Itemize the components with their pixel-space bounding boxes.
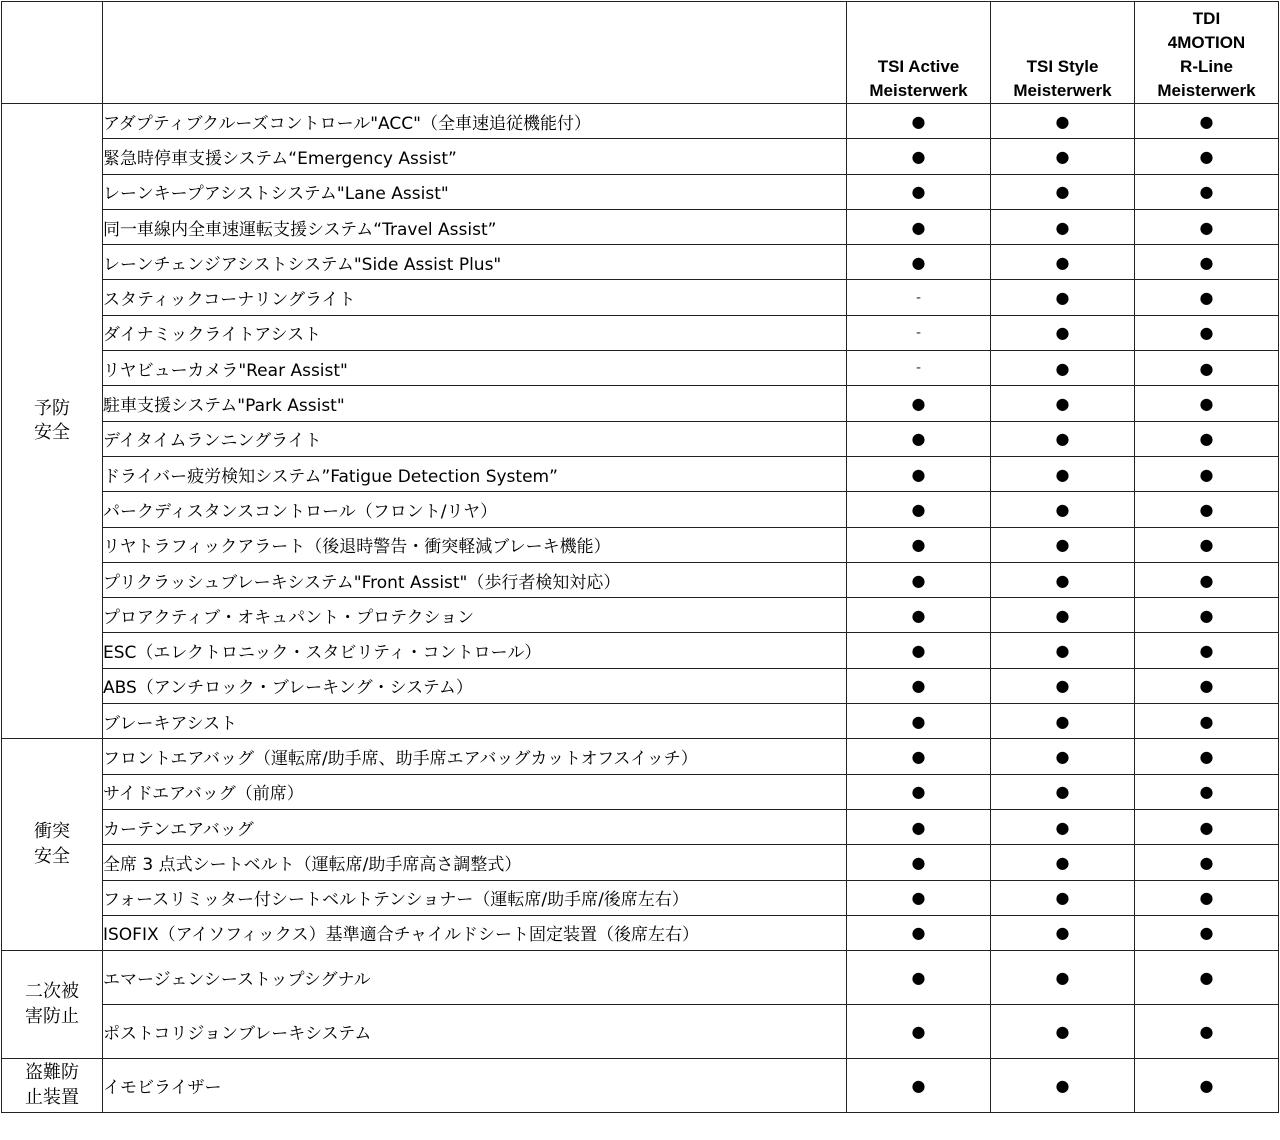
standard-equipment-mark: ● bbox=[991, 880, 1135, 915]
table-body bbox=[2, 2, 1279, 1113]
table-row bbox=[2, 245, 1279, 280]
standard-equipment-mark: ● bbox=[847, 245, 991, 280]
feature-name: イモビライザー bbox=[103, 1059, 847, 1113]
table-row bbox=[2, 386, 1279, 421]
table-row bbox=[2, 351, 1279, 386]
standard-equipment-mark: ● bbox=[1135, 704, 1279, 739]
feature-name: サイドエアバッグ（前席） bbox=[103, 774, 847, 809]
standard-equipment-mark: ● bbox=[1135, 915, 1279, 950]
standard-equipment-mark: ● bbox=[847, 174, 991, 209]
category-label-line: 衝突 bbox=[34, 821, 70, 843]
table-row bbox=[2, 174, 1279, 209]
grade-header-tdi-4motion bbox=[1135, 2, 1279, 104]
standard-equipment-mark: ● bbox=[991, 739, 1135, 774]
table-row bbox=[2, 598, 1279, 633]
table-row bbox=[2, 456, 1279, 491]
standard-equipment-mark: ● bbox=[847, 598, 991, 633]
category-label-line: 二次被 bbox=[25, 981, 79, 1003]
feature-name: リヤビューカメラ"Rear Assist" bbox=[103, 351, 847, 386]
category-label-line: 止装置 bbox=[25, 1086, 79, 1108]
standard-equipment-mark: ● bbox=[991, 492, 1135, 527]
standard-equipment-mark: ● bbox=[991, 809, 1135, 844]
table-row bbox=[2, 315, 1279, 350]
standard-equipment-mark: ● bbox=[847, 1005, 991, 1059]
standard-equipment-mark: ● bbox=[991, 704, 1135, 739]
feature-name: レーンチェンジアシストシステム"Side Assist Plus" bbox=[103, 245, 847, 280]
feature-name: デイタイムランニングライト bbox=[103, 421, 847, 456]
table-row bbox=[2, 774, 1279, 809]
standard-equipment-mark: ● bbox=[847, 527, 991, 562]
standard-equipment-mark: ● bbox=[991, 668, 1135, 703]
standard-equipment-mark: ● bbox=[1135, 456, 1279, 491]
table-row bbox=[2, 421, 1279, 456]
table-row bbox=[2, 527, 1279, 562]
table-row bbox=[2, 951, 1279, 1005]
feature-name: プロアクティブ・オキュパント・プロテクション bbox=[103, 598, 847, 633]
standard-equipment-mark: ● bbox=[847, 633, 991, 668]
standard-equipment-mark: ● bbox=[847, 704, 991, 739]
table-row bbox=[2, 104, 1279, 139]
standard-equipment-mark: ● bbox=[1135, 209, 1279, 244]
standard-equipment-mark: ● bbox=[847, 668, 991, 703]
standard-equipment-mark: ● bbox=[1135, 880, 1279, 915]
standard-equipment-mark: ● bbox=[1135, 845, 1279, 880]
standard-equipment-mark: ● bbox=[991, 633, 1135, 668]
table-row bbox=[2, 139, 1279, 174]
standard-equipment-mark: ● bbox=[847, 421, 991, 456]
standard-equipment-mark: ● bbox=[847, 774, 991, 809]
standard-equipment-mark: ● bbox=[1135, 527, 1279, 562]
standard-equipment-mark: ● bbox=[991, 1005, 1135, 1059]
header-blank-feature bbox=[103, 2, 847, 104]
standard-equipment-mark: ● bbox=[991, 845, 1135, 880]
standard-equipment-mark: ● bbox=[1135, 104, 1279, 139]
standard-equipment-mark: ● bbox=[847, 562, 991, 597]
feature-name: 同一車線内全車速運転支援システム“Travel Assist” bbox=[103, 209, 847, 244]
standard-equipment-mark: ● bbox=[847, 951, 991, 1005]
standard-equipment-mark: ● bbox=[991, 527, 1135, 562]
standard-equipment-mark: ● bbox=[847, 139, 991, 174]
standard-equipment-mark: ● bbox=[1135, 421, 1279, 456]
not-available-mark: - bbox=[847, 315, 991, 350]
grade-header-line: TDI bbox=[1192, 8, 1221, 28]
feature-name: フロントエアバッグ（運転席/助手席、助手席エアバッグカットオフスイッチ） bbox=[103, 739, 847, 774]
feature-name: リヤトラフィックアラート（後退時警告・衝突軽減ブレーキ機能） bbox=[103, 527, 847, 562]
standard-equipment-mark: ● bbox=[847, 209, 991, 244]
table-row bbox=[2, 915, 1279, 950]
table-row bbox=[2, 280, 1279, 315]
standard-equipment-mark: ● bbox=[991, 774, 1135, 809]
header-blank-category bbox=[2, 2, 103, 104]
feature-name: アダプティブクルーズコントロール"ACC"（全車速追従機能付） bbox=[103, 104, 847, 139]
standard-equipment-mark: ● bbox=[847, 845, 991, 880]
feature-name: エマージェンシーストップシグナル bbox=[103, 951, 847, 1005]
standard-equipment-mark: ● bbox=[991, 174, 1135, 209]
standard-equipment-mark: ● bbox=[1135, 245, 1279, 280]
standard-equipment-mark: ● bbox=[1135, 174, 1279, 209]
category-preventive-safety bbox=[2, 104, 103, 739]
standard-equipment-mark: ● bbox=[1135, 739, 1279, 774]
standard-equipment-mark: ● bbox=[991, 562, 1135, 597]
standard-equipment-mark: ● bbox=[991, 456, 1135, 491]
standard-equipment-mark: ● bbox=[1135, 633, 1279, 668]
feature-name: カーテンエアバッグ bbox=[103, 809, 847, 844]
not-available-mark: - bbox=[847, 280, 991, 315]
standard-equipment-mark: ● bbox=[1135, 562, 1279, 597]
standard-equipment-mark: ● bbox=[847, 739, 991, 774]
feature-name: レーンキープアシストシステム"Lane Assist" bbox=[103, 174, 847, 209]
category-label-line: 害防止 bbox=[25, 1005, 79, 1027]
standard-equipment-mark: ● bbox=[1135, 774, 1279, 809]
table-row bbox=[2, 209, 1279, 244]
table-row bbox=[2, 1059, 1279, 1113]
category-label-line: 安全 bbox=[34, 422, 70, 444]
grade-header-line: TSI Active bbox=[877, 56, 960, 76]
standard-equipment-mark: ● bbox=[847, 880, 991, 915]
standard-equipment-mark: ● bbox=[991, 104, 1135, 139]
standard-equipment-mark: ● bbox=[1135, 1059, 1279, 1113]
category-secondary-damage-prevention bbox=[2, 951, 103, 1059]
standard-equipment-mark: ● bbox=[991, 351, 1135, 386]
feature-name: ポストコリジョンブレーキシステム bbox=[103, 1005, 847, 1059]
standard-equipment-mark: ● bbox=[1135, 315, 1279, 350]
grade-header-tsi-active bbox=[847, 2, 991, 104]
standard-equipment-mark: ● bbox=[1135, 1005, 1279, 1059]
grade-header-line: Meisterwerk bbox=[1013, 80, 1112, 100]
feature-name: ダイナミックライトアシスト bbox=[103, 315, 847, 350]
feature-name: スタティックコーナリングライト bbox=[103, 280, 847, 315]
standard-equipment-mark: ● bbox=[1135, 492, 1279, 527]
table-row bbox=[2, 739, 1279, 774]
standard-equipment-mark: ● bbox=[991, 139, 1135, 174]
standard-equipment-mark: ● bbox=[991, 209, 1135, 244]
standard-equipment-mark: ● bbox=[991, 598, 1135, 633]
table-row bbox=[2, 492, 1279, 527]
standard-equipment-mark: ● bbox=[847, 1059, 991, 1113]
table-row bbox=[2, 1005, 1279, 1059]
table-row bbox=[2, 880, 1279, 915]
feature-name: ドライバー疲労検知システム”Fatigue Detection System” bbox=[103, 456, 847, 491]
standard-equipment-mark: ● bbox=[1135, 351, 1279, 386]
category-anti-theft bbox=[2, 1059, 103, 1113]
standard-equipment-mark: ● bbox=[991, 1059, 1135, 1113]
feature-name: 全席 3 点式シートベルト（運転席/助手席高さ調整式） bbox=[103, 845, 847, 880]
table-row bbox=[2, 809, 1279, 844]
standard-equipment-mark: ● bbox=[1135, 809, 1279, 844]
category-label-line: 予防 bbox=[34, 397, 70, 419]
standard-equipment-mark: ● bbox=[847, 104, 991, 139]
table-row bbox=[2, 668, 1279, 703]
standard-equipment-mark: ● bbox=[991, 280, 1135, 315]
feature-name: ESC（エレクトロニック・スタビリティ・コントロール） bbox=[103, 633, 847, 668]
grade-header-line: Meisterwerk bbox=[1157, 80, 1256, 100]
category-label-line: 安全 bbox=[34, 845, 70, 867]
feature-name: フォースリミッター付シートベルトテンショナー（運転席/助手席/後席左右） bbox=[103, 880, 847, 915]
grade-header-tsi-style bbox=[991, 2, 1135, 104]
standard-equipment-mark: ● bbox=[1135, 598, 1279, 633]
standard-equipment-mark: ● bbox=[1135, 951, 1279, 1005]
table-row bbox=[2, 704, 1279, 739]
safety-equipment-table bbox=[1, 1, 1279, 1113]
standard-equipment-mark: ● bbox=[991, 915, 1135, 950]
feature-name: パークディスタンスコントロール（フロント/リヤ） bbox=[103, 492, 847, 527]
grade-header-line: Meisterwerk bbox=[869, 80, 968, 100]
standard-equipment-mark: ● bbox=[991, 245, 1135, 280]
standard-equipment-mark: ● bbox=[847, 386, 991, 421]
standard-equipment-mark: ● bbox=[1135, 668, 1279, 703]
category-label-line: 盗難防 bbox=[25, 1062, 79, 1084]
standard-equipment-mark: ● bbox=[847, 915, 991, 950]
category-collision-safety bbox=[2, 739, 103, 951]
feature-name: ブレーキアシスト bbox=[103, 704, 847, 739]
standard-equipment-mark: ● bbox=[1135, 386, 1279, 421]
grade-header-line: 4MOTION bbox=[1167, 32, 1246, 52]
table-row bbox=[2, 633, 1279, 668]
grade-header-line: R-Line bbox=[1180, 56, 1233, 76]
header-row bbox=[2, 2, 1279, 104]
standard-equipment-mark: ● bbox=[1135, 139, 1279, 174]
standard-equipment-mark: ● bbox=[847, 809, 991, 844]
table-row bbox=[2, 845, 1279, 880]
standard-equipment-mark: ● bbox=[847, 492, 991, 527]
feature-name: 駐車支援システム"Park Assist" bbox=[103, 386, 847, 421]
standard-equipment-mark: ● bbox=[1135, 280, 1279, 315]
feature-name: 緊急時停車支援システム“Emergency Assist” bbox=[103, 139, 847, 174]
standard-equipment-mark: ● bbox=[991, 421, 1135, 456]
standard-equipment-mark: ● bbox=[991, 315, 1135, 350]
standard-equipment-mark: ● bbox=[847, 456, 991, 491]
feature-name: ABS（アンチロック・ブレーキング・システム） bbox=[103, 668, 847, 703]
standard-equipment-mark: ● bbox=[991, 386, 1135, 421]
feature-name: ISOFIX（アイソフィックス）基準適合チャイルドシート固定装置（後席左右） bbox=[103, 915, 847, 950]
feature-name: プリクラッシュブレーキシステム"Front Assist"（歩行者検知対応） bbox=[103, 562, 847, 597]
grade-header-line: TSI Style bbox=[1026, 56, 1099, 76]
not-available-mark: - bbox=[847, 351, 991, 386]
table-row bbox=[2, 562, 1279, 597]
standard-equipment-mark: ● bbox=[991, 951, 1135, 1005]
